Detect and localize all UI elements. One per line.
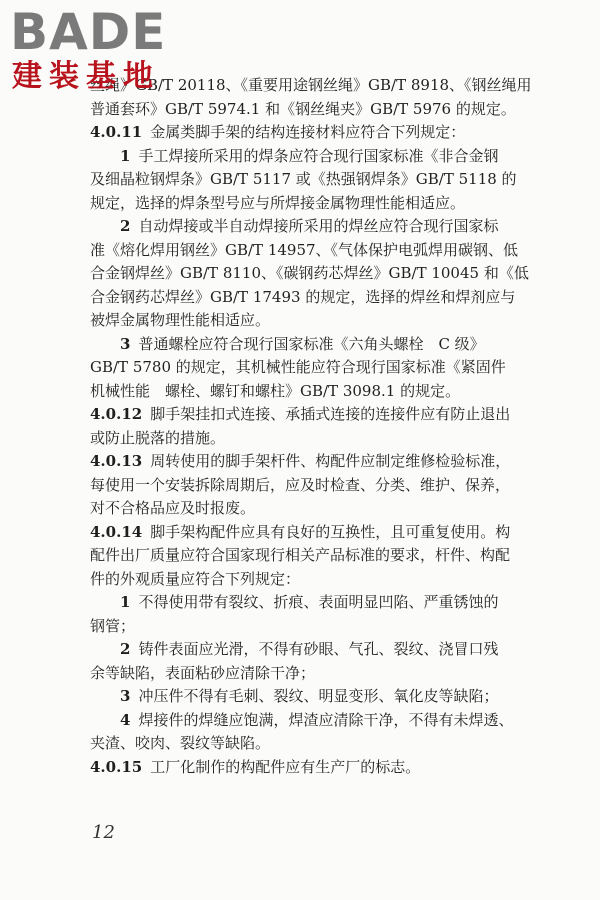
line-text: 自动焊接或半自动焊接所采用的焊丝应符合现行国家标: [138, 217, 499, 235]
text-line: [90, 732, 532, 756]
item-number: 3: [120, 687, 131, 705]
clause-number: 4.0.11: [90, 123, 143, 141]
line-text: 焊接件的焊缝应饱满，焊渣应清除干净，不得有未焊透、: [138, 710, 514, 729]
clause-line: [90, 521, 532, 545]
list-item-line: [90, 215, 532, 239]
text-line: [90, 427, 532, 451]
line-text: 配件出厂质量应符合国家现行相关产品标准的要求，杆件、构配: [90, 546, 511, 564]
list-item-line: [90, 709, 532, 733]
clause-line: [90, 756, 532, 780]
line-text: 被焊金属物理性能相适应。: [90, 311, 271, 329]
standard-page-body: [90, 74, 532, 779]
line-text: 金属类脚手架的结构连接材料应符合下列规定：: [150, 123, 466, 141]
line-text: 准《熔化焊用钢丝》GB/T 14957、《气体保护电弧焊用碳钢、低: [90, 240, 519, 259]
text-line: [90, 98, 532, 122]
item-number: 2: [120, 217, 131, 235]
list-item-line: [90, 591, 532, 615]
page-number: 12: [92, 822, 115, 843]
clause-line: [90, 403, 532, 427]
line-text: 工厂化制作的构配件应有生产厂的标志。: [150, 757, 421, 776]
text-line: [90, 356, 532, 380]
text-line: [90, 544, 532, 568]
text-line: [90, 474, 532, 498]
clause-line: [90, 121, 532, 145]
text-line: [90, 615, 532, 639]
clause-number: 4.0.12: [90, 405, 143, 423]
line-text: 铸件表面应光滑，不得有砂眼、气孔、裂纹、浇冒口残: [138, 640, 499, 658]
text-line: [90, 568, 532, 592]
list-item-line: [90, 333, 532, 357]
line-text: 对不合格品应及时报废。: [90, 499, 256, 517]
line-text: 周转使用的脚手架杆件、构配件应制定维修检验标准，: [150, 452, 511, 470]
bade-watermark-logo: [6, 4, 186, 96]
line-text: 规定，选择的焊条型号应与所焊接金属物理性能相适应。: [90, 193, 466, 212]
text-line: [90, 309, 532, 333]
list-item-line: [90, 685, 532, 709]
line-text: 不得使用带有裂纹、折痕、表面明显凹陷、严重锈蚀的: [138, 593, 499, 611]
text-line: [90, 168, 532, 192]
clause-number: 4.0.13: [90, 452, 143, 470]
line-text: 每使用一个安装拆除周期后，应及时检查、分类、维护、保养，: [90, 475, 511, 494]
line-text: 或防止脱落的措施。: [90, 428, 226, 447]
clause-number: 4.0.14: [90, 522, 143, 541]
item-number: 1: [120, 593, 131, 611]
list-item-line: [90, 145, 532, 169]
list-item-line: [90, 638, 532, 662]
text-line: [90, 262, 532, 286]
line-text: 件的外观质量应符合下列规定：: [90, 569, 301, 588]
item-number: 1: [120, 146, 131, 165]
text-line: [90, 192, 532, 216]
line-text: 余等缺陷，表面粘砂应清除干净；: [90, 663, 316, 682]
line-text: 脚手架构配件应具有良好的互换性，且可重复使用。构: [150, 522, 511, 541]
clause-line: [90, 450, 532, 474]
line-text: 手工焊接所采用的焊条应符合现行国家标准《非合金钢: [138, 146, 499, 165]
line-text: 及细晶粒钢焊条》GB/T 5117 或《热强钢焊条》GB/T 5118 的: [90, 170, 517, 188]
line-text: 普通螺栓应符合现行国家标准《六角头螺栓 C 级》: [138, 334, 485, 353]
watermark-brand-latin: BADE: [10, 3, 167, 61]
line-text: 脚手架挂扣式连接、承插式连接的连接件应有防止退出: [150, 405, 511, 423]
clause-number: 4.0.15: [90, 757, 143, 776]
line-text: 普通套环》GB/T 5974.1 和《钢丝绳夹》GB/T 5976 的规定。: [90, 99, 516, 118]
line-text: GB/T 5780 的规定，其机械性能应符合现行国家标准《紧固件: [90, 358, 506, 376]
line-text: 合金钢药芯焊丝》GB/T 17493 的规定，选择的焊丝和焊剂应与: [90, 287, 516, 306]
text-line: [90, 239, 532, 263]
line-text: 机械性能 螺栓、螺钉和螺柱》GB/T 3098.1 的规定。: [90, 381, 461, 400]
line-text: 冲压件不得有毛刺、裂纹、明显变形、氧化皮等缺陷；: [138, 687, 499, 705]
text-line: [90, 380, 532, 404]
line-text: 夹渣、咬肉、裂纹等缺陷。: [90, 734, 271, 752]
text-line: [90, 497, 532, 521]
line-text: 丝绳》GB/T 20118、《重要用途钢丝绳》GB/T 8918、《钢丝绳用: [90, 76, 532, 94]
text-line: [90, 662, 532, 686]
watermark-brand-han: 建装基地: [12, 59, 160, 94]
line-text: 合金钢焊丝》GB/T 8110、《碳钢药芯焊丝》GB/T 10045 和《低: [90, 264, 529, 282]
text-line: [90, 286, 532, 310]
item-number: 3: [120, 334, 131, 353]
line-text: 钢管；: [90, 616, 136, 635]
item-number: 4: [120, 710, 131, 729]
item-number: 2: [120, 640, 131, 658]
